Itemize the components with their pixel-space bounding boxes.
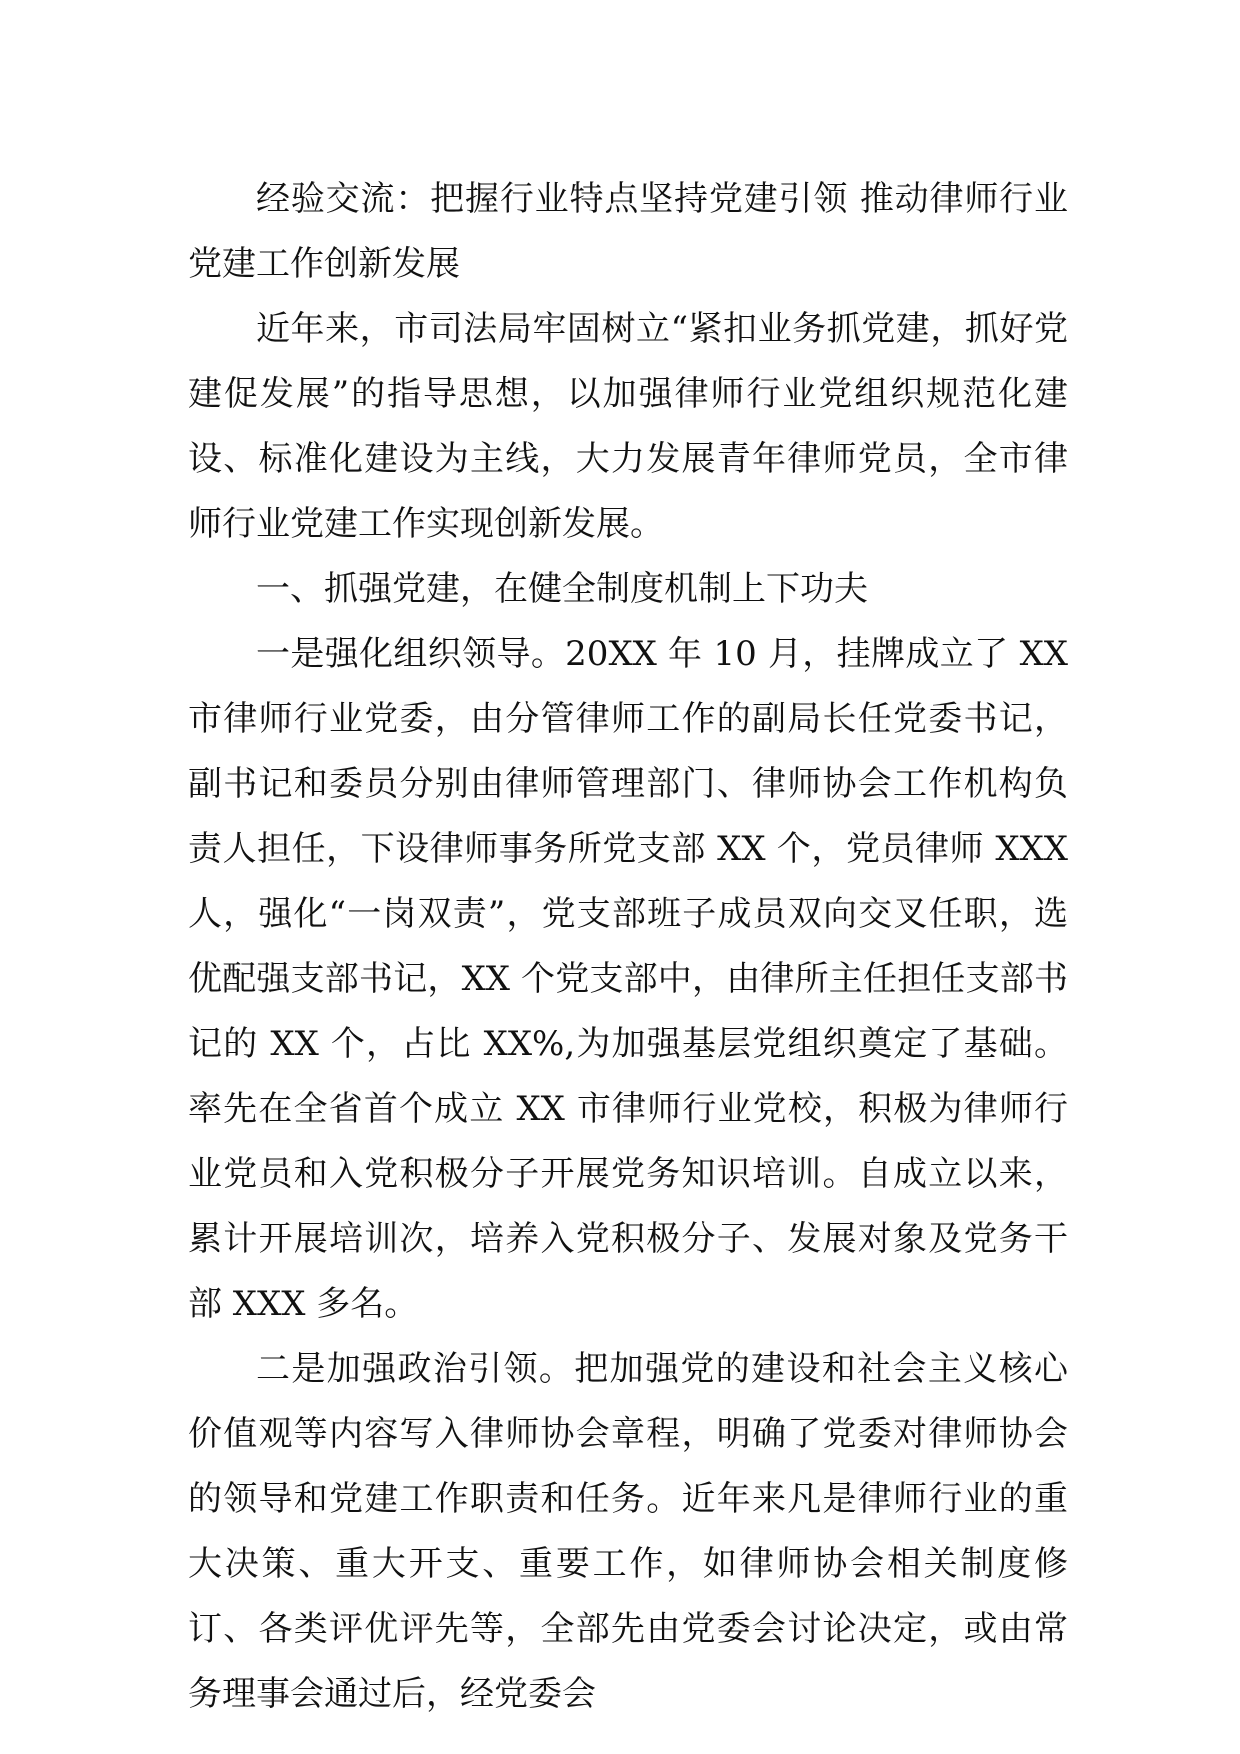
paragraph-intro: 近年来，市司法局牢固树立“紧扣业务抓党建，抓好党建促发展”的指导思想，以加强律师行业党组织规范化建设、标准化建设为主线，大力发展青年律师党员，全市律师行业党建工作实现创新发展。 xyxy=(188,309,1068,544)
document-body xyxy=(188,167,1068,1727)
paragraph-organization-leadership: 一是强化组织领导。20XX 年 10 月，挂牌成立了 XX 市律师行业党委，由分管律师工作的副局长任党委书记，副书记和委员分别由律师管理部门、律师协会工作机构负责人担任，下设律师事务所党支部 XX 个，党员律师 XXX 人，强化“一岗双责”，党支部班子成员双向交叉任职，选优配强支部书记，XX 个党支部中，由律所主任担任支部书记的 XX 个，占比 XX%,为加强基层党组织奠定了基础。率先在全省首个成立 XX 市律师行业党校，积极为律师行业党员和入党积极分子开展党务知识培训。自成立以来，累计开展培训次，培养入党积极分子、发展对象及党务干部 XXX 多名。 xyxy=(188,634,1068,1324)
document-title: 经验交流：把握行业特点坚持党建引领 推动律师行业党建工作创新发展 xyxy=(188,179,1068,284)
paragraph-political-guidance: 二是加强政治引领。把加强党的建设和社会主义核心价值观等内容写入律师协会章程，明确了党委对律师协会的领导和党建工作职责和任务。近年来凡是律师行业的重大决策、重大开支、重要工作，如律师协会相关制度修订、各类评优评先等，全部先由党委会讨论决定，或由常务理事会通过后，经党委会 xyxy=(188,1349,1068,1714)
section-heading-1: 一、抓强党建，在健全制度机制上下功夫 xyxy=(256,569,868,609)
